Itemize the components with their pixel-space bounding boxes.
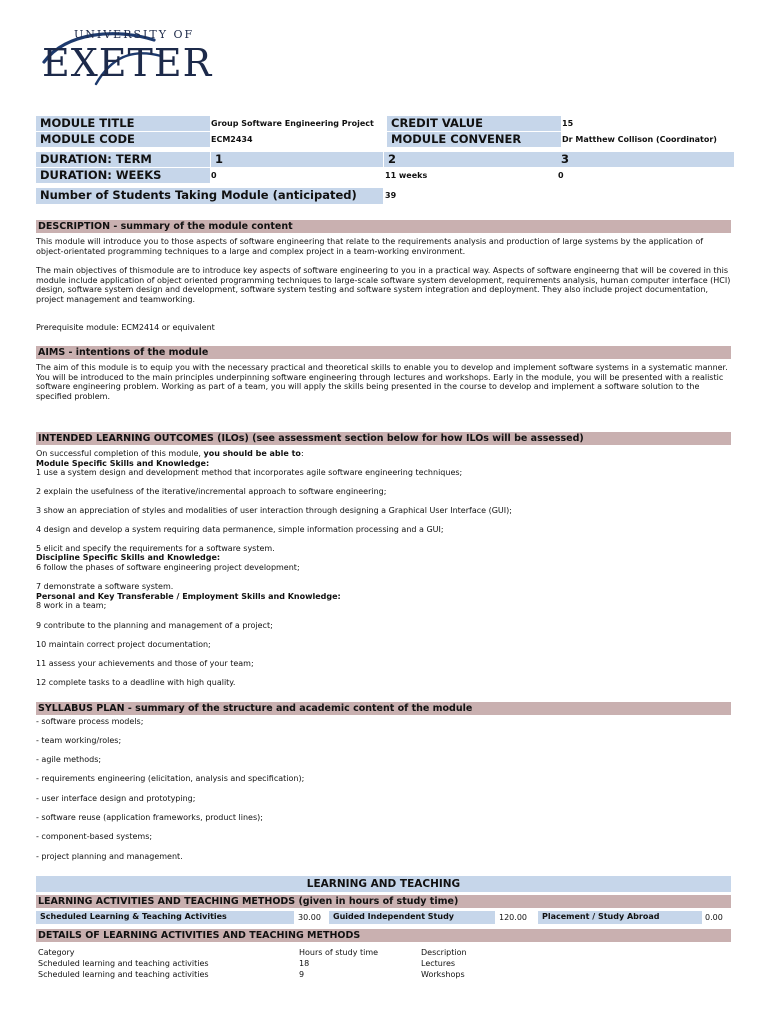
- row-description: Workshops: [421, 970, 465, 979]
- ilo-item-6: 6 follow the phases of software engineering project development;: [36, 563, 300, 572]
- term-2: 2: [384, 152, 558, 167]
- scheduled-value: 30.00: [298, 913, 321, 922]
- students-value: 39: [385, 191, 397, 200]
- ilo-item-12: 12 complete tasks to a deadline with high quality.: [36, 678, 236, 687]
- learning-teaching-title: LEARNING AND TEACHING: [306, 878, 461, 890]
- row-category: Scheduled learning and teaching activities: [38, 959, 209, 968]
- ilos-intro: [36, 449, 304, 459]
- ilos-subheading-personal: Personal and Key Transferable / Employment Skills and Knowledge:: [36, 592, 341, 601]
- logo-exeter: EXETER: [42, 41, 213, 85]
- students-label: Number of Students Taking Module (anticipated): [36, 188, 383, 204]
- learning-teaching-banner: [36, 876, 731, 892]
- weeks-2: 11 weeks: [385, 171, 428, 180]
- details-header-row: [38, 948, 728, 959]
- ilos-intro-colon: :: [300, 449, 304, 458]
- col-description: Description: [421, 948, 467, 957]
- module-convener-value: Dr Matthew Collison (Coordinator): [562, 135, 717, 144]
- weeks-3: 0: [558, 171, 564, 180]
- syllabus-item-7: - component-based systems;: [36, 832, 153, 841]
- ilo-item-1: 1 use a system design and development method that incorporates agile software engineering techniques;: [36, 468, 463, 477]
- ilos-subheading-discipline: Discipline Specific Skills and Knowledge:: [36, 553, 221, 562]
- ilo-item-5: 5 elicit and specify the requirements for a software system.: [36, 544, 275, 553]
- module-code-label: MODULE CODE: [36, 132, 210, 147]
- ilos-intro-text: On successful completion of this module,: [36, 449, 204, 458]
- duration-term-label: DURATION: TERM: [36, 152, 210, 167]
- term-3: 3: [557, 152, 734, 167]
- ilo-item-4: 4 design and develop a system requiring data permanence, simple information processing and a GUI;: [36, 525, 444, 534]
- syllabus-item-6: - software reuse (application frameworks, product lines);: [36, 813, 263, 822]
- details-header: DETAILS OF LEARNING ACTIVITIES AND TEACHING METHODS: [36, 929, 731, 942]
- module-code-value: ECM2434: [211, 135, 253, 144]
- aims-text: The aim of this module is to equip you with the necessary practical and theoretical skills to enable you to develop and implement software systems in a systematic manner. You will be introduced to the main principles underpinning software engineering through lectures and workshops. Early in the module, you will be presented with a realistic software engineering problem. Working as part of a team, you will apply the skills being presented in the course to develop and implement a software solution to the specified problem.: [36, 363, 728, 401]
- syllabus-item-4: - requirements engineering (elicitation, analysis and specification);: [36, 774, 305, 783]
- details-table: [38, 948, 728, 981]
- weeks-1: 0: [211, 171, 217, 180]
- description-p1: This module will introduce you to those aspects of software engineering that relate to the requirements analysis and production of large systems by the application of object-orientated programming techniques to a large and complex project in a team-working environment.: [36, 237, 704, 256]
- module-convener-label: MODULE CONVENER: [387, 132, 561, 147]
- ilo-item-2: 2 explain the usefulness of the iterative/incremental approach to software engineering;: [36, 487, 387, 496]
- credit-value-label: CREDIT VALUE: [387, 116, 561, 131]
- description-p2: The main objectives of thismodule are to introduce key aspects of software engineering to you in a practical way. Aspects of software engineerng that will be covered in this module include application of object oriented programming techniques to large-scale software system development, requirements analysis, human computer interface (HCI) design, software system design and development, software system testing and software system integration and deployment. They also include project documentation, project management and teamworking.: [36, 266, 731, 304]
- ilo-item-9: 9 contribute to the planning and management of a project;: [36, 621, 273, 630]
- syllabus-item-1: - software process models;: [36, 717, 144, 726]
- placement-label: Placement / Study Abroad: [538, 911, 702, 924]
- description-header: DESCRIPTION - summary of the module content: [36, 220, 731, 233]
- term-1: 1: [211, 152, 383, 167]
- ilos-header: INTENDED LEARNING OUTCOMES (ILOs) (see assessment section below for how ILOs will be assessed): [36, 432, 731, 445]
- ilos-subheading-module: Module Specific Skills and Knowledge:: [36, 459, 210, 468]
- university-logo: [36, 28, 211, 98]
- aims-header: AIMS - intentions of the module: [36, 346, 731, 359]
- guided-value: 120.00: [499, 913, 527, 922]
- row-hours: 18: [299, 959, 310, 968]
- syllabus-header: SYLLABUS PLAN - summary of the structure and academic content of the module: [36, 702, 731, 715]
- col-category: Category: [38, 948, 75, 957]
- syllabus-item-8: - project planning and management.: [36, 852, 183, 861]
- ilo-item-8: 8 work in a team;: [36, 601, 107, 610]
- ilo-item-7: 7 demonstrate a software system.: [36, 582, 174, 591]
- guided-label: Guided Independent Study: [329, 911, 495, 924]
- ilo-item-10: 10 maintain correct project documentation;: [36, 640, 211, 649]
- duration-weeks-label: DURATION: WEEKS: [36, 168, 210, 183]
- credit-value-value: 15: [562, 119, 574, 128]
- row-category: Scheduled learning and teaching activities: [38, 970, 209, 979]
- module-title-value: Group Software Engineering Project: [211, 119, 374, 128]
- col-hours: Hours of study time: [299, 948, 379, 957]
- ilo-item-3: 3 show an appreciation of styles and modalities of user interaction through designing a Graphical User Interface (GUI);: [36, 506, 512, 515]
- syllabus-item-5: - user interface design and prototyping;: [36, 794, 196, 803]
- hours-summary-row: [36, 911, 731, 924]
- syllabus-item-2: - team working/roles;: [36, 736, 122, 745]
- placement-value: 0.00: [705, 913, 723, 922]
- table-row: [38, 959, 728, 970]
- ilo-item-11: 11 assess your achievements and those of your team;: [36, 659, 254, 668]
- scheduled-label: Scheduled Learning & Teaching Activities: [36, 911, 294, 924]
- logo-university-of: UNIVERSITY OF: [74, 28, 195, 41]
- activities-header: LEARNING ACTIVITIES AND TEACHING METHODS (given in hours of study time): [36, 895, 731, 908]
- ilos-intro-bold: you should be able to: [203, 449, 301, 458]
- syllabus-item-3: - agile methods;: [36, 755, 102, 764]
- prerequisite-text: Prerequisite module: ECM2414 or equivalent: [36, 323, 215, 332]
- row-description: Lectures: [421, 959, 456, 968]
- table-row: [38, 970, 728, 981]
- row-hours: 9: [299, 970, 305, 979]
- module-title-label: MODULE TITLE: [36, 116, 210, 131]
